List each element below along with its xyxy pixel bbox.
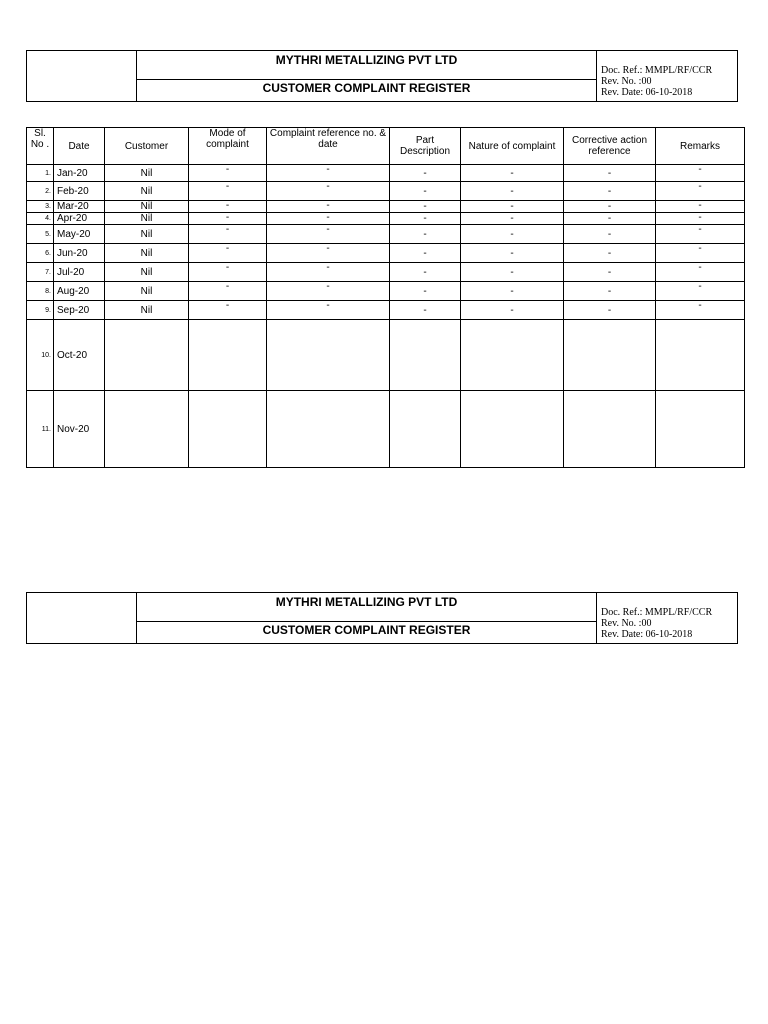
register-title: CUSTOMER COMPLAINT REGISTER [262, 623, 471, 637]
complaint-ref-cell: - [267, 263, 390, 282]
mode-cell [189, 391, 267, 468]
col-header-part-description: Part Description [390, 128, 461, 165]
remarks-cell [656, 391, 745, 468]
company-name: MYTHRI METALLIZING PVT LTD [137, 593, 596, 622]
mode-cell: - [189, 301, 267, 320]
remarks-cell: - [656, 165, 745, 182]
date-cell: Mar-20 [54, 201, 105, 213]
rev-no: Rev. No. :00 [601, 618, 652, 629]
nature-cell [461, 391, 564, 468]
part-desc-cell: - [390, 301, 461, 320]
col-header-nature: Nature of complaint [461, 128, 564, 165]
mode-cell: - [189, 201, 267, 213]
corrective-action-cell: - [564, 225, 656, 244]
doc-info [596, 51, 737, 101]
company-name: MYTHRI METALLIZING PVT LTD [137, 51, 596, 80]
nature-cell: - [461, 301, 564, 320]
date-cell: Jan-20 [54, 165, 105, 182]
document-header [26, 50, 738, 102]
part-desc-cell: - [390, 225, 461, 244]
mode-cell: - [189, 282, 267, 301]
customer-cell: Nil [105, 282, 189, 301]
corrective-action-cell: - [564, 301, 656, 320]
date-cell: May-20 [54, 225, 105, 244]
corrective-action-cell [564, 391, 656, 468]
document-header-repeat [26, 592, 738, 644]
nature-cell: - [461, 201, 564, 213]
col-header-mode: Mode of complaint [189, 128, 267, 165]
complaint-ref-cell: - [267, 213, 390, 225]
remarks-cell: - [656, 282, 745, 301]
corrective-action-cell: - [564, 282, 656, 301]
table-row [27, 301, 745, 320]
table-row [27, 201, 745, 213]
register-title: CUSTOMER COMPLAINT REGISTER [262, 81, 471, 95]
complaint-ref-cell: - [267, 201, 390, 213]
corrective-action-cell: - [564, 182, 656, 201]
sl-no-cell: 11. [27, 391, 54, 468]
customer-cell: Nil [105, 301, 189, 320]
part-desc-cell [390, 391, 461, 468]
customer-cell: Nil [105, 165, 189, 182]
nature-cell: - [461, 244, 564, 263]
customer-cell: Nil [105, 182, 189, 201]
table-row [27, 263, 745, 282]
mode-cell: - [189, 244, 267, 263]
logo-cell [27, 593, 137, 643]
rev-no: Rev. No. :00 [601, 76, 652, 87]
customer-cell [105, 391, 189, 468]
part-desc-cell: - [390, 165, 461, 182]
customer-cell: Nil [105, 213, 189, 225]
table-header-row [27, 128, 745, 165]
complaint-ref-cell: - [267, 182, 390, 201]
date-cell: Jul-20 [54, 263, 105, 282]
complaint-register-table [26, 127, 745, 468]
corrective-action-cell [564, 320, 656, 391]
part-desc-cell: - [390, 263, 461, 282]
part-desc-cell: - [390, 182, 461, 201]
col-header-complaint-ref: Complaint reference no. & date [267, 128, 390, 165]
table-row [27, 320, 745, 391]
sl-no-cell: 1. [27, 165, 54, 182]
nature-cell: - [461, 225, 564, 244]
sl-no-cell: 6. [27, 244, 54, 263]
corrective-action-cell: - [564, 244, 656, 263]
date-cell: Aug-20 [54, 282, 105, 301]
sl-no-cell: 5. [27, 225, 54, 244]
logo-cell [27, 51, 137, 101]
part-desc-cell: - [390, 282, 461, 301]
remarks-cell: - [656, 301, 745, 320]
remarks-cell: - [656, 182, 745, 201]
customer-cell: Nil [105, 201, 189, 213]
nature-cell: - [461, 263, 564, 282]
nature-cell [461, 320, 564, 391]
part-desc-cell: - [390, 213, 461, 225]
table-row [27, 182, 745, 201]
table-row [27, 165, 745, 182]
rev-date: Rev. Date: 06-10-2018 [601, 629, 693, 640]
complaint-ref-cell: - [267, 225, 390, 244]
nature-cell: - [461, 165, 564, 182]
customer-cell: Nil [105, 244, 189, 263]
sl-no-cell: 9. [27, 301, 54, 320]
table-row [27, 391, 745, 468]
doc-info [596, 593, 737, 643]
part-desc-cell [390, 320, 461, 391]
complaint-ref-cell: - [267, 244, 390, 263]
col-header-date: Date [54, 128, 105, 165]
doc-ref: Doc. Ref.: MMPL/RF/CCR [601, 607, 713, 618]
mode-cell: - [189, 225, 267, 244]
corrective-action-cell: - [564, 201, 656, 213]
date-cell: Oct-20 [54, 320, 105, 391]
remarks-cell: - [656, 201, 745, 213]
customer-cell: Nil [105, 263, 189, 282]
date-cell: Apr-20 [54, 213, 105, 225]
table-row [27, 244, 745, 263]
customer-cell [105, 320, 189, 391]
mode-cell: - [189, 165, 267, 182]
sl-no-cell: 8. [27, 282, 54, 301]
sl-no-cell: 7. [27, 263, 54, 282]
part-desc-cell: - [390, 201, 461, 213]
complaint-ref-cell [267, 320, 390, 391]
complaint-ref-cell: - [267, 282, 390, 301]
col-header-corrective-action: Corrective action reference [564, 128, 656, 165]
date-cell: Jun-20 [54, 244, 105, 263]
nature-cell: - [461, 213, 564, 225]
remarks-cell: - [656, 244, 745, 263]
corrective-action-cell: - [564, 165, 656, 182]
complaint-ref-cell [267, 391, 390, 468]
table-row [27, 225, 745, 244]
date-cell: Nov-20 [54, 391, 105, 468]
remarks-cell: - [656, 263, 745, 282]
table-body [27, 165, 745, 468]
col-header-customer: Customer [105, 128, 189, 165]
complaint-ref-cell: - [267, 165, 390, 182]
customer-cell: Nil [105, 225, 189, 244]
rev-date: Rev. Date: 06-10-2018 [601, 87, 693, 98]
table-row [27, 282, 745, 301]
remarks-cell: - [656, 225, 745, 244]
nature-cell: - [461, 282, 564, 301]
corrective-action-cell: - [564, 263, 656, 282]
col-header-sl-no: Sl. No . [27, 128, 54, 165]
remarks-cell: - [656, 213, 745, 225]
complaint-ref-cell: - [267, 301, 390, 320]
mode-cell: - [189, 182, 267, 201]
mode-cell: - [189, 263, 267, 282]
sl-no-cell: 4. [27, 213, 54, 225]
remarks-cell [656, 320, 745, 391]
part-desc-cell: - [390, 244, 461, 263]
mode-cell [189, 320, 267, 391]
table-row [27, 213, 745, 225]
nature-cell: - [461, 182, 564, 201]
mode-cell: - [189, 213, 267, 225]
sl-no-cell: 10. [27, 320, 54, 391]
corrective-action-cell: - [564, 213, 656, 225]
date-cell: Feb-20 [54, 182, 105, 201]
date-cell: Sep-20 [54, 301, 105, 320]
sl-no-cell: 3. [27, 201, 54, 213]
doc-ref: Doc. Ref.: MMPL/RF/CCR [601, 65, 713, 76]
col-header-remarks: Remarks [656, 128, 745, 165]
sl-no-cell: 2. [27, 182, 54, 201]
